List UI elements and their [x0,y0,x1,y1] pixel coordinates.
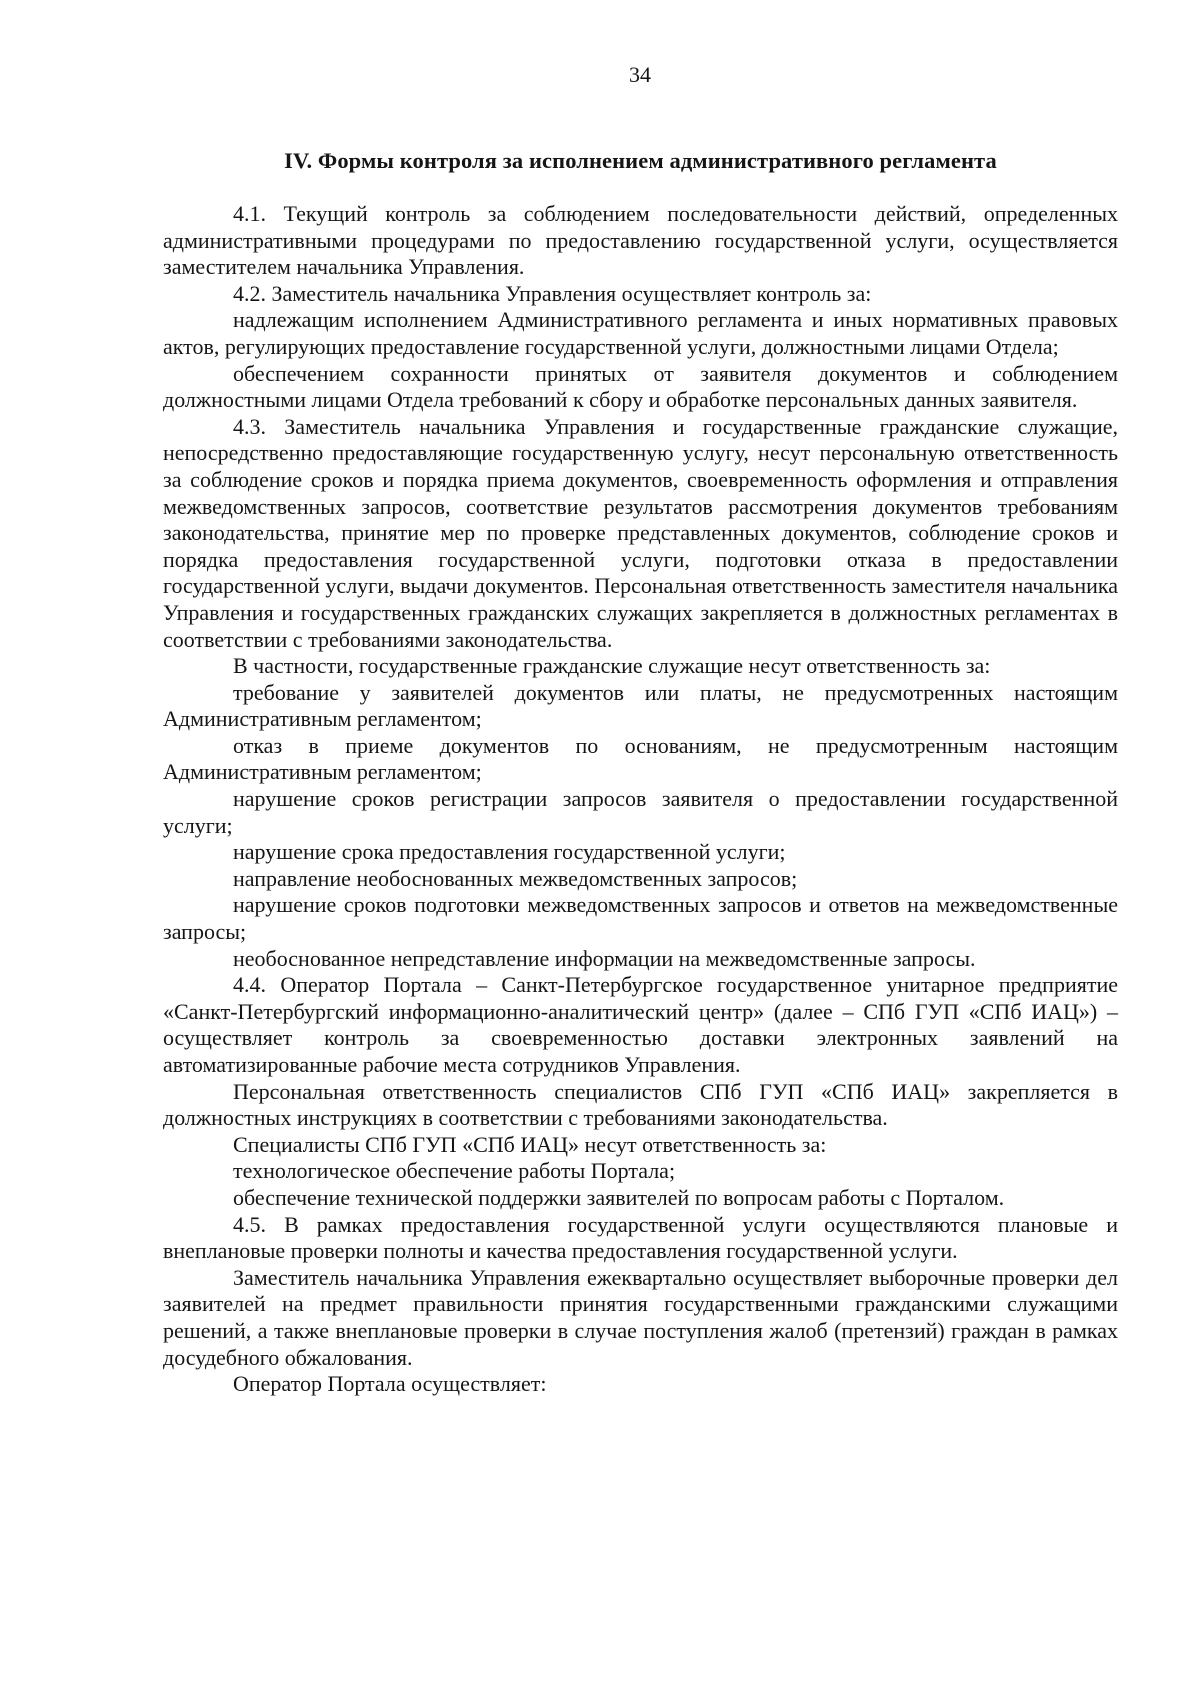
paragraph: Заместитель начальника Управления ежеквартально осуществляет выборочные проверки дел заявителей на предмет правильности принятия государственными гражданскими служащими решений, а также внеплановые проверки в случае поступления жалоб (претензий) граждан в рамках досудебного обжалования. [163,1264,1118,1370]
paragraph: технологическое обеспечение работы Портала; [233,1158,676,1184]
paragraph: 4.2. Заместитель начальника Управления осуществляет контроль за: [233,280,872,306]
paragraph: направление необоснованных межведомственных запросов; [233,865,798,891]
paragraph: 4.1. Текущий контроль за соблюдением последовательности действий, определенных административными процедурами по предоставлению государственной услуги, осуществляется заместителем начальника Управления. [163,201,1118,280]
paragraph: требование у заявителей документов или платы, не предусмотренных настоящим Административным регламентом; [163,679,1118,732]
document-body [163,201,1118,1398]
paragraph: обеспечением сохранности принятых от заявителя документов и соблюдением должностными лицами Отдела требований к сбору и обработке персональных данных заявителя. [163,360,1118,413]
paragraph: Персональная ответственность специалистов СПб ГУП «СПб ИАЦ» закрепляется в должностных инструкциях в соответствии с требованиями законодательства. [163,1078,1118,1131]
page-number: 34 [629,62,651,87]
paragraph: обеспечение технической поддержки заявителей по вопросам работы с Порталом. [233,1184,1005,1210]
paragraph: 4.5. В рамках предоставления государственной услуги осуществляются плановые и внеплановые проверки полноты и качества предоставления государственной услуги. [163,1211,1118,1264]
paragraph: нарушение срока предоставления государственной услуги; [233,839,786,865]
paragraph: нарушение сроков регистрации запросов заявителя о предоставлении государственной услуги; [163,786,1118,838]
paragraph: надлежащим исполнением Административного регламента и иных нормативных правовых актов, регулирующих предоставление государственной услуги, должностными лицами Отдела; [163,307,1118,359]
paragraph: Специалисты СПб ГУП «СПб ИАЦ» несут ответственность за: [233,1131,827,1157]
paragraph: 4.3. Заместитель начальника Управления и государственные гражданские служащие, непосредственно предоставляющие государственную услугу, несут персональную ответственность за соблюдение сроков и порядка приема документов, своевременность оформления и отправления межведомственных запросов, соответствие результатов рассмотрения документов требованиям законодательства, принятие мер по проверке представленных документов, соблюдение сроков и порядка предоставления государственной услуги, подготовки отказа в предоставлении государственной услуги, выдачи документов. Персональная ответственность заместителя начальника Управления и государственных гражданских служащих закрепляется в должностных регламентах в соответствии с требованиями законодательства. [163,413,1118,652]
paragraph: необоснованное непредставление информации на межведомственные запросы. [233,945,976,971]
paragraph: 4.4. Оператор Портала – Санкт-Петербургское государственное унитарное предприятие «Санкт-Петербургский информационно-аналитический центр» (далее – СПб ГУП «СПб ИАЦ») – осуществляет контроль за своевременностью доставки электронных заявлений на автоматизированные рабочие места сотрудников Управления. [163,972,1118,1077]
paragraph: Оператор Портала осуществляет: [233,1371,547,1397]
paragraph: В частности, государственные гражданские служащие несут ответственность за: [233,653,991,679]
section-heading: IV. Формы контроля за исполнением административного регламента [284,148,997,173]
paragraph: отказ в приеме документов по основаниям, не предусмотренным настоящим Административным регламентом; [163,732,1118,785]
paragraph: нарушение сроков подготовки межведомственных запросов и ответов на межведомственные запросы; [163,892,1118,945]
